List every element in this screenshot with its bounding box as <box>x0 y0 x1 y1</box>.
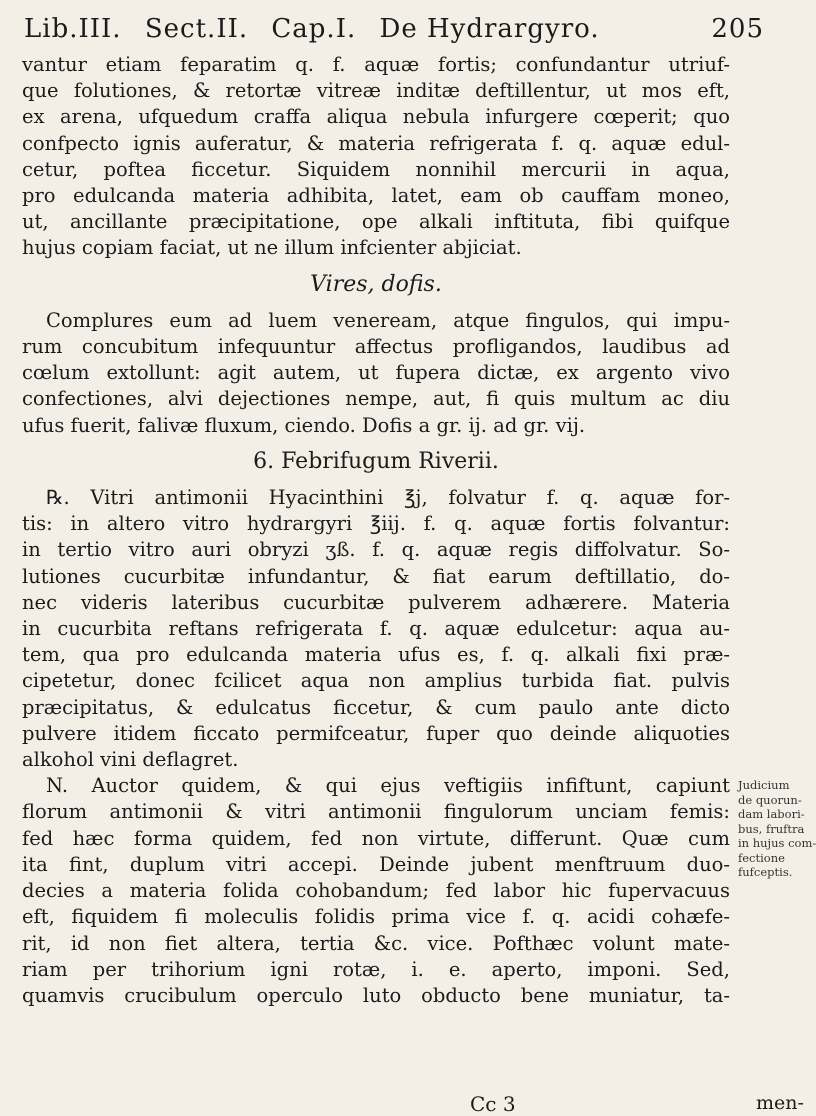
text-line: cœlum extollunt: agit autem, ut fupera dictæ, ex argento vivo <box>22 361 730 385</box>
text-line: in cucurbita reftans refrigerata f. q. aquæ edulcetur: aqua au- <box>22 617 730 641</box>
running-head <box>24 14 764 44</box>
text-line: præcipitatus, & edulcatus ficcetur, & cum paulo ante dicto <box>22 695 730 719</box>
text-line: rum concubitum infequuntur affectus profligandos, laudibus ad <box>22 335 730 359</box>
text-line: ita fint, duplum vitri accepi. Deinde jubent menftruum duo- <box>22 852 730 876</box>
text-line: pro edulcanda materia adhibita, latet, eam ob cauffam moneo, <box>22 184 730 208</box>
text-line: quamvis crucibulum operculo luto obducto bene muniatur, ta- <box>22 983 730 1007</box>
margin-note-line: in hujus com- <box>738 836 816 850</box>
catchword: men- <box>756 1092 804 1114</box>
text-line: N. Auctor quidem, & qui ejus veftigiis infiftunt, capiunt <box>46 774 730 798</box>
book-label: Lib.III. <box>24 14 122 44</box>
vires-heading: Vires, dofis. <box>310 271 442 297</box>
text-line: ut, ancillante præcipitatione, ope alkali inftituta, fibi quifque <box>22 210 730 234</box>
text-line: que folutiones, & retortæ vitreæ inditæ deftillentur, ut mos eft, <box>22 79 730 103</box>
text-line: riam per trihorium igni rotæ, i. e. aperto, imponi. Sed, <box>22 957 730 981</box>
text-line: vantur etiam feparatim q. f. aquæ fortis; confundantur utriuf- <box>22 53 730 76</box>
text-line: Complures eum ad luem veneream, atque fingulos, qui impu- <box>46 308 730 332</box>
margin-note-line: fufceptis. <box>738 865 793 879</box>
text-line: lutiones cucurbitæ infundantur, & fiat earum deftillatio, do- <box>22 564 730 588</box>
text-line: ex arena, ufquedum craffa aliqua nebula infurgere cœperit; quo <box>22 105 730 129</box>
febrifugum-heading: 6. Febrifugum Riverii. <box>253 448 499 474</box>
text-line: rit, id non fiet altera, tertia &c. vice. Pofthæc volunt mate- <box>22 931 730 955</box>
text-line: fed hæc forma quidem, fed non virtute, differunt. Quæ cum <box>22 826 730 850</box>
chapter-title: De Hydrargyro. <box>379 14 600 44</box>
text-line: eft, fiquidem fi moleculis folidis prima vice f. q. acidi cohæfe- <box>22 905 730 929</box>
text-line: decies a materia folida cohobandum; fed labor hic fupervacuus <box>22 879 730 903</box>
margin-note-line: fectione <box>738 850 785 865</box>
text-line: confpecto ignis auferatur, & materia refrigerata f. q. aquæ edul- <box>22 131 730 155</box>
text-line: nec videris lateribus cucurbitæ pulverem adhærere. Materia <box>22 590 730 614</box>
margin-note-line: dam labori- <box>738 807 805 821</box>
text-line: in tertio vitro auri obryzi ʒß. f. q. aquæ regis diffolvatur. So- <box>22 538 730 562</box>
text-line: florum antimonii & vitri antimonii fingulorum unciam femis: <box>22 800 730 824</box>
margin-note-line: de quorun- <box>738 792 802 807</box>
section-label: Sect.II. <box>144 14 249 44</box>
body-text <box>22 52 730 1009</box>
text-line: tem, qua pro edulcanda materia ufus es, f. q. alkali fixi præ- <box>22 643 730 667</box>
margin-note-line: Judicium <box>738 778 790 792</box>
page-number: 205 <box>711 14 764 44</box>
text-line: tis: in altero vitro hydrargyri ℥iij. f. q. aquæ fortis folvantur: <box>22 512 730 536</box>
text-line: pulvere itidem ficcato permifceatur, fuper quo deinde aliquoties <box>22 721 730 745</box>
text-line: ℞. Vitri antimonii Hyacinthini ℥j, folvatur f. q. aquæ for- <box>46 486 730 510</box>
text-line: confectiones, alvi dejectiones nempe, aut, fi quis multum ac diu <box>22 387 730 411</box>
text-line: ufus fuerit, falivæ fluxum, ciendo. Dofis a gr. ij. ad gr. vij. <box>22 413 586 437</box>
text-line: alkohol vini deflagret. <box>22 748 239 772</box>
text-line: cetur, poftea ficcetur. Siquidem nonnihil mercurii in aqua, <box>22 157 730 181</box>
text-line: hujus copiam faciat, ut ne illum infcienter abjiciat. <box>22 236 522 260</box>
chapter-label: Cap.I. <box>271 14 357 44</box>
margin-note-line: bus, fruftra <box>738 821 805 836</box>
text-line: cipetetur, donec fcilicet aqua non amplius turbida fiat. pulvis <box>22 669 730 693</box>
margin-note <box>738 778 816 880</box>
signature-mark: Cc 3 <box>470 1092 516 1116</box>
